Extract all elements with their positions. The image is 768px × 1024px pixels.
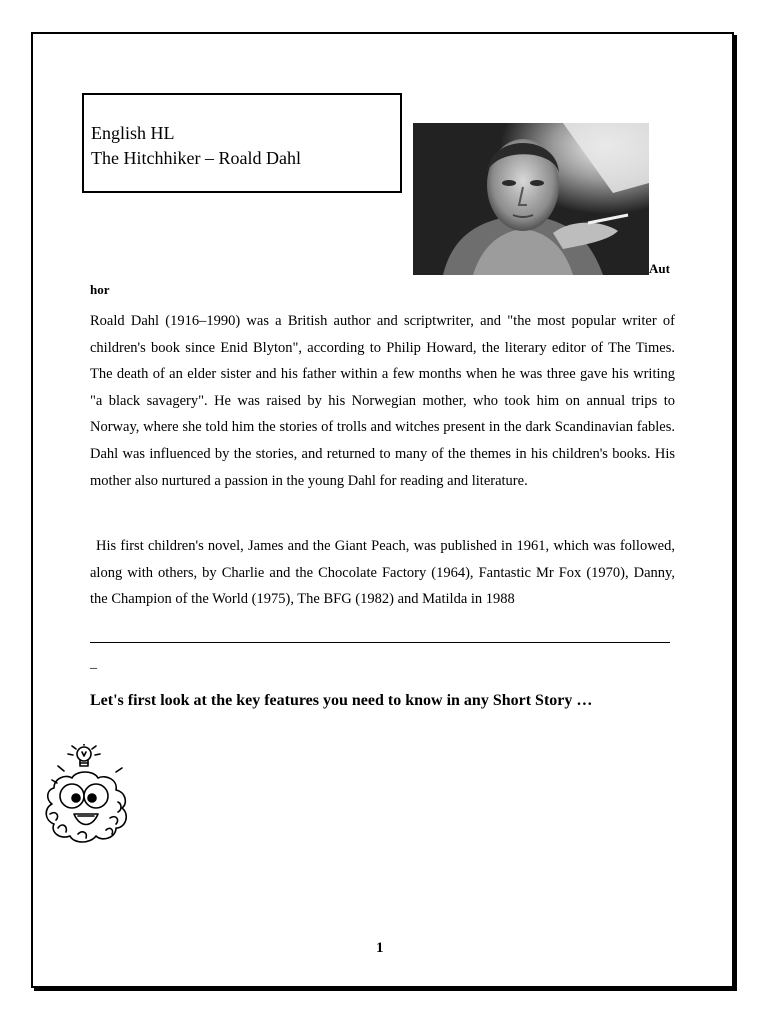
bio-paragraph-1: Roald Dahl (1916–1990) was a British author and scriptwriter, and "the most popular writer of children's book since Enid Blyton", according to Philip Howard, the literary editor of The Times. The death of an elder sister and his father within a few months when he was three gave his writing "a black savagery". He was raised by his Norwegian mother, who took him on annual trips to Norway, where she told him the stories of trolls and witches present in the dark Scandinavian fables. Dahl was influenced by the stories, and returned to many of the themes in his children's books. His mother also nurtured a passion in the young Dahl for reading and literature. — [90, 313, 675, 489]
bio-paragraph-2: His first children's novel, James and the Giant Peach, was published in 1961, which was followed, along with others, by Charlie and the Chocolate Factory (1964), Fantastic Mr Fox (1970), Danny, the Champion of the World (1975), The BFG (1982) and Matilda in 1988 — [90, 538, 675, 608]
author-label-part2: hor — [90, 282, 110, 297]
divider-dash: _ — [90, 656, 97, 671]
section-heading: Let's first look at the key features you need to know in any Short Story … — [90, 692, 593, 709]
story-title: The Hitchhiker – Roald Dahl — [91, 148, 301, 168]
page-number: 1 — [376, 940, 384, 956]
author-photo — [413, 123, 649, 275]
lightbulb-brain-icon — [38, 744, 136, 852]
divider-line — [90, 642, 670, 643]
title-box — [82, 93, 402, 193]
subject-title: English HL — [91, 123, 175, 143]
author-label-part1: Aut — [649, 261, 670, 276]
